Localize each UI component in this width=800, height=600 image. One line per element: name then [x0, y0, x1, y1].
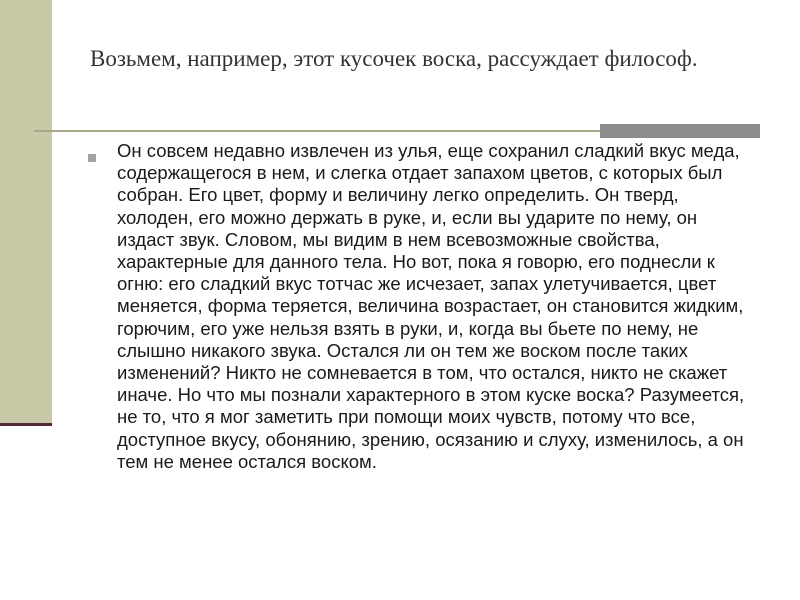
- bullet-square-icon: [88, 154, 96, 162]
- left-band-accent-line: [0, 423, 52, 426]
- bullet-text: Он совсем недавно извлечен из улья, еще сохранил сладкий вкус меда, содержащегося в нем, и слегка отдает запахом цветов, с которых был собран. Его цвет, форму и величину легко определить. Он тверд, холоден, его можно держать в руке, и, если вы ударите по нему, он издаст звук. Словом, мы видим в нем всевозможные свойства, характерные для данного тела. Но вот, пока я говорю, его поднесли к огню: его сладкий вкус тотчас же исчезает, запах улетучивается, цвет меняется, форма теряется, величина возрастает, он становится жидким, горючим, его уже нельзя взять в руки, и, когда вы бьете по нему, не слышно никакого звука. Остался ли он тем же воском после таких изменений? Никто не сомневается в том, что остался, никто не скажет иначе. Но что мы познали характерного в этом куске воска? Разумеется, не то, что я мог заметить при помощи моих чувств, потому что все, доступное вкусу, обонянию, зрению, осязанию и слуху, изменилось, а он тем не менее остался воском.: [117, 140, 745, 472]
- title-divider-block: [600, 124, 760, 138]
- left-decorative-band: [0, 0, 52, 425]
- slide-title: Возьмем, например, этот кусочек воска, рассуждает философ.: [90, 46, 698, 71]
